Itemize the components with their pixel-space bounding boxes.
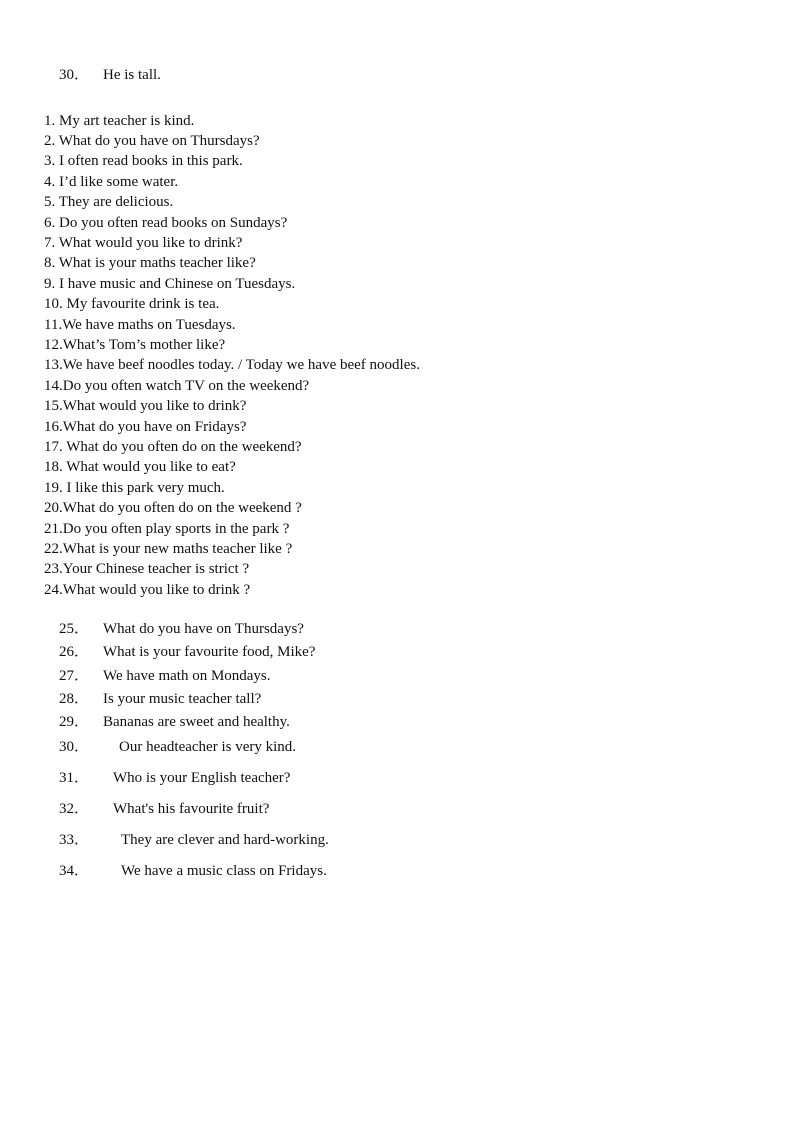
answer-line-34 [44, 844, 327, 898]
answer-line: 23.Your Chinese teacher is strict ? [44, 561, 250, 577]
answer-line: 2. What do you have on Thursdays? [44, 133, 260, 149]
answer-line: 5. They are delicious. [44, 194, 174, 210]
answer-line: 3. I often read books in this park. [44, 153, 243, 169]
line-number: 27． [59, 668, 90, 684]
answer-line: 17. What do you often do on the weekend? [44, 439, 302, 455]
answer-line: 8. What is your maths teacher like? [44, 255, 256, 271]
answer-line: 9. I have music and Chinese on Tuesdays. [44, 276, 296, 292]
answer-line-30-top [44, 48, 161, 102]
line-number: 29． [59, 714, 90, 730]
answer-line: 7. What would you like to drink? [44, 235, 243, 251]
line-text: Is your music teacher tall? [103, 691, 262, 707]
line-number: 28． [59, 691, 90, 707]
line-text: They are clever and hard-working. [121, 832, 329, 848]
answer-line: 21.Do you often play sports in the park ? [44, 521, 290, 537]
line-number: 30． [59, 67, 90, 83]
answer-line: 12.What’s Tom’s mother like? [44, 337, 226, 353]
answer-line: 24.What would you like to drink ? [44, 582, 251, 598]
answer-line: 1. My art teacher is kind. [44, 113, 195, 129]
line-text: What's his favourite fruit? [113, 801, 270, 817]
answer-line: 19. I like this park very much. [44, 480, 225, 496]
answer-line: 15.What would you like to drink? [44, 398, 247, 414]
line-number: 32． [59, 801, 90, 817]
answer-line: 4. I’d like some water. [44, 174, 179, 190]
line-text: What do you have on Thursdays? [103, 621, 304, 637]
line-text: Who is your English teacher? [113, 770, 291, 786]
line-text: Bananas are sweet and healthy. [103, 714, 290, 730]
answer-line: 18. What would you like to eat? [44, 459, 236, 475]
answer-line: 20.What do you often do on the weekend ? [44, 500, 302, 516]
answer-line: 10. My favourite drink is tea. [44, 296, 220, 312]
line-text: We have a music class on Fridays. [121, 863, 327, 879]
line-number: 26． [59, 644, 90, 660]
line-number: 30． [59, 739, 90, 755]
line-number: 25． [59, 621, 90, 637]
line-number: 31． [59, 770, 90, 786]
line-text: What is your favourite food, Mike? [103, 644, 316, 660]
line-number: 34． [59, 863, 90, 879]
answer-line: 13.We have beef noodles today. / Today we have beef noodles. [44, 357, 420, 373]
line-text: We have math on Mondays. [103, 668, 271, 684]
answer-line: 14.Do you often watch TV on the weekend? [44, 378, 310, 394]
line-text: He is tall. [103, 67, 161, 83]
answer-line: 22.What is your new maths teacher like ? [44, 541, 293, 557]
answer-line: 6. Do you often read books on Sundays? [44, 215, 288, 231]
line-number: 33． [59, 832, 90, 848]
line-text: Our headteacher is very kind. [119, 739, 297, 755]
answer-line: 11.We have maths on Tuesdays. [44, 317, 236, 333]
answer-line: 16.What do you have on Fridays? [44, 419, 247, 435]
